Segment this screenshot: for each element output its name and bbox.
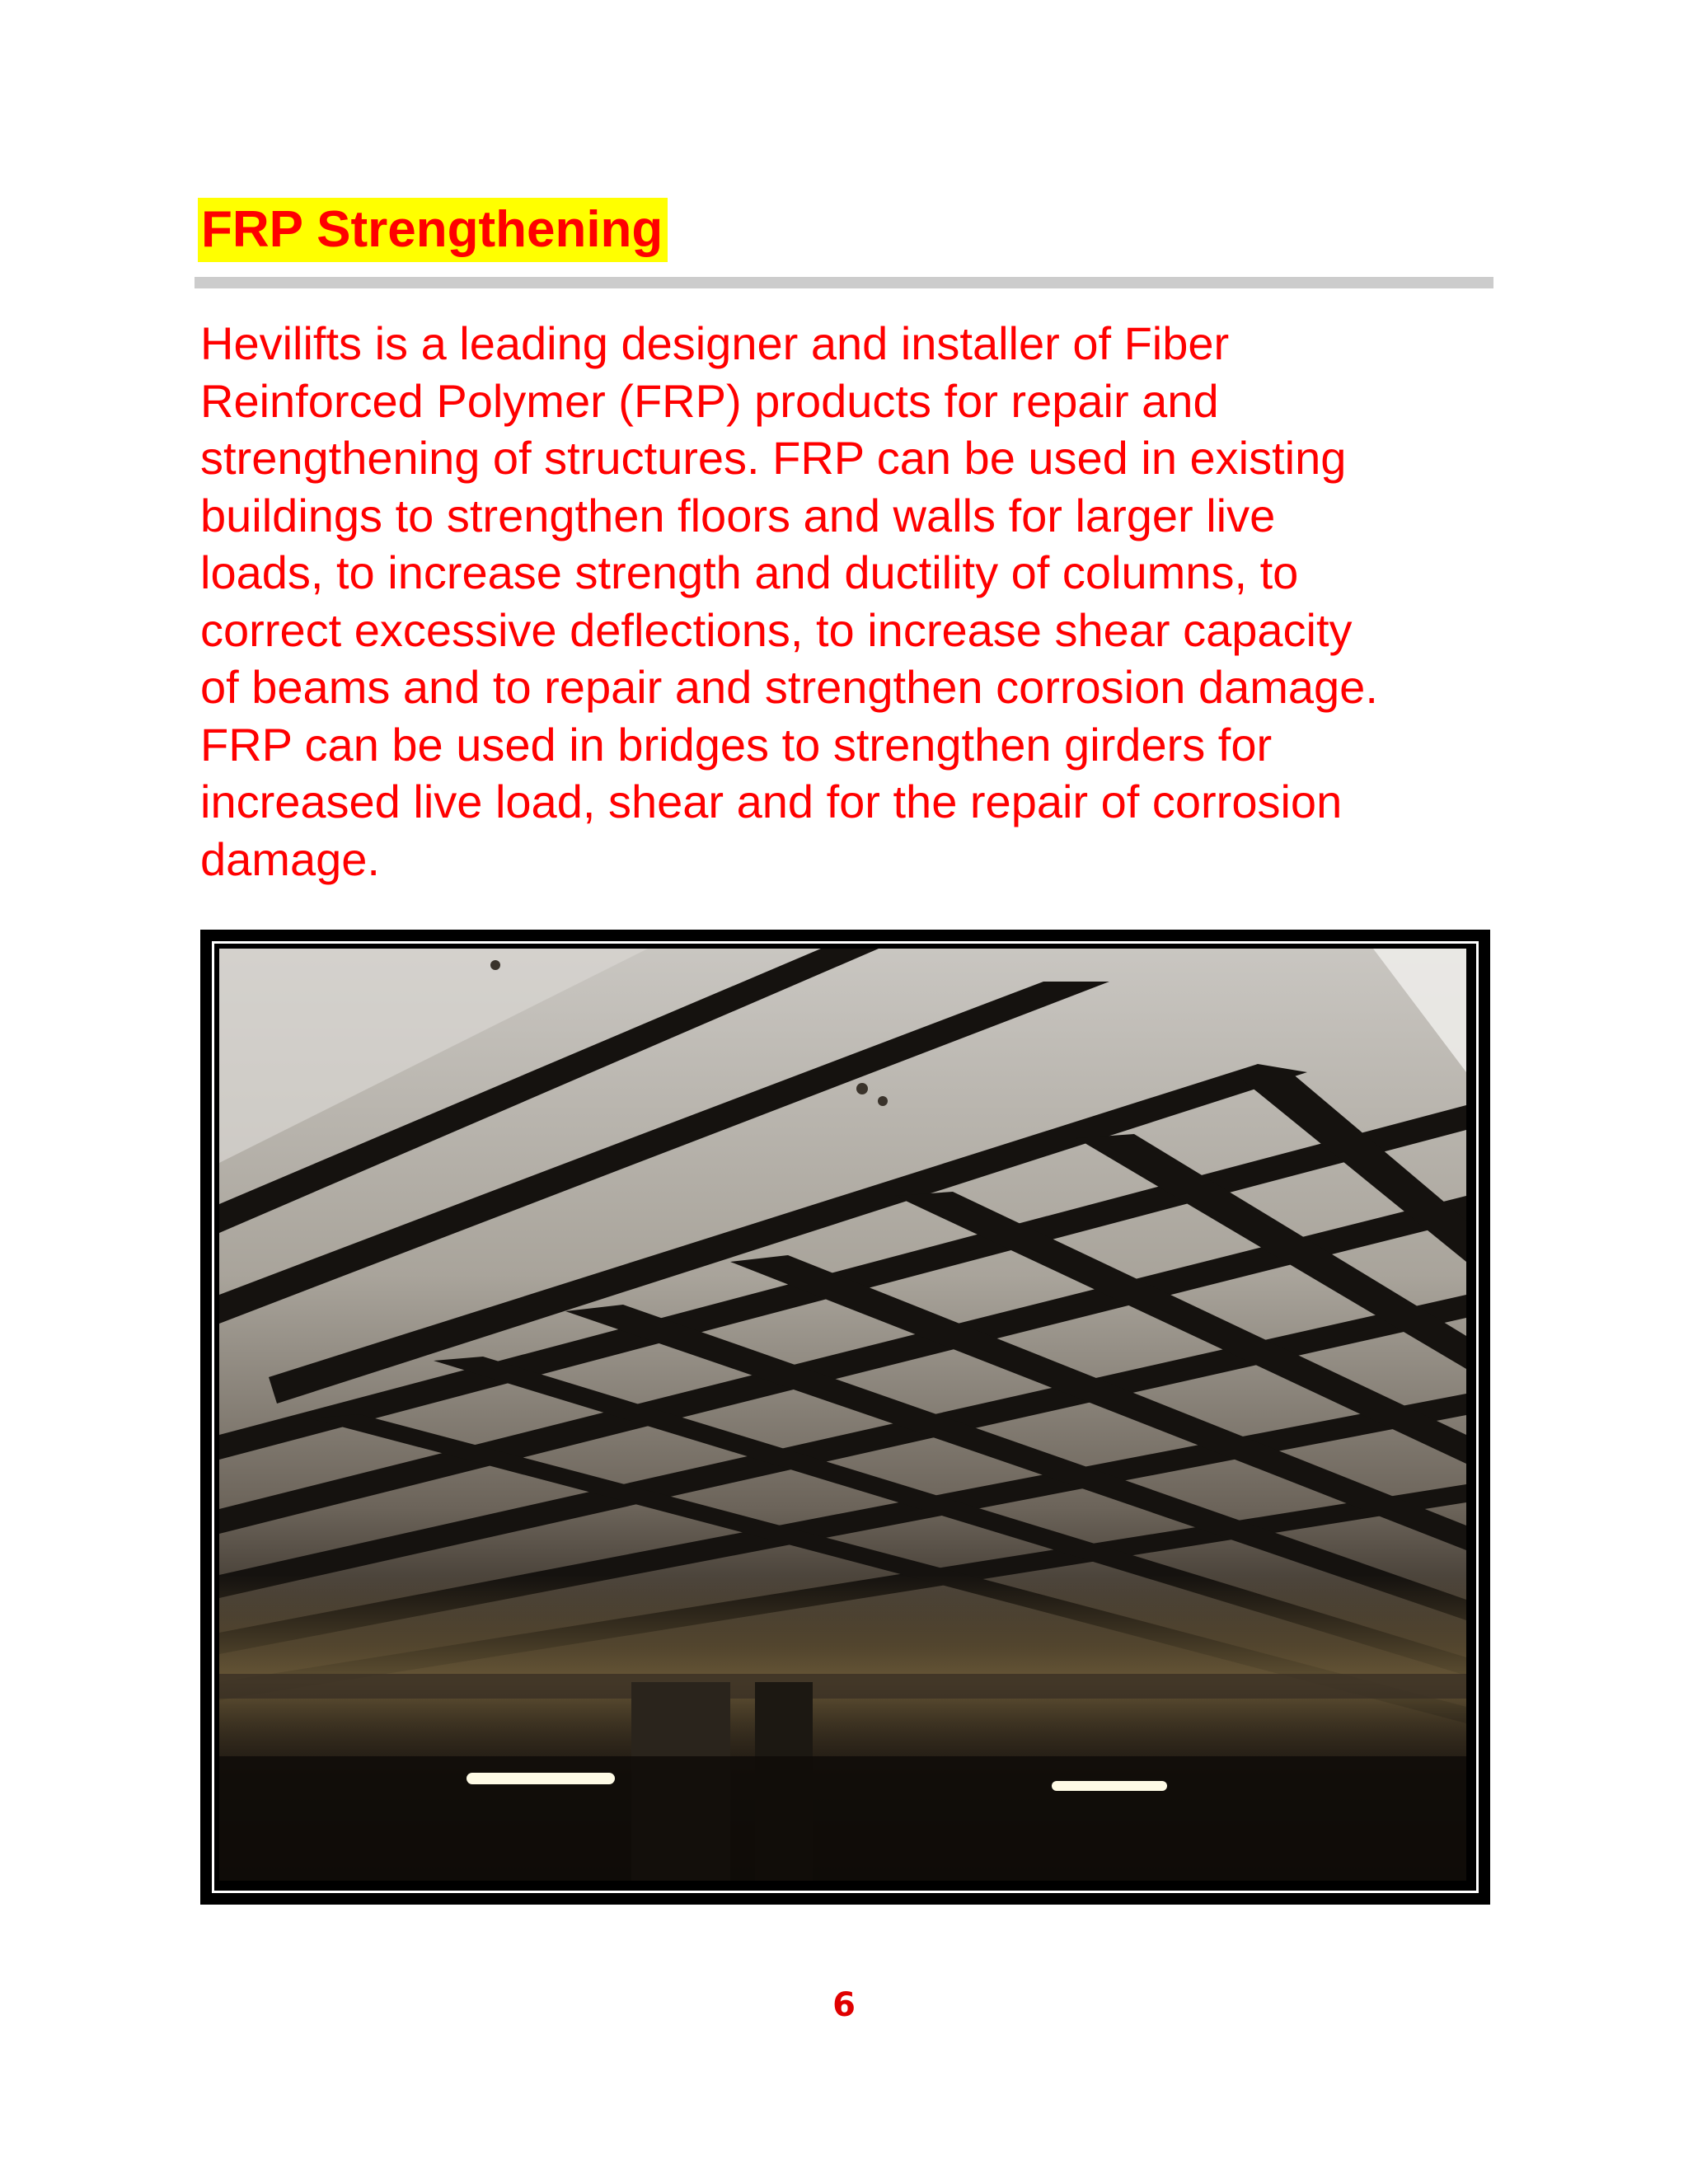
frp-ceiling-photo xyxy=(219,949,1466,1881)
page-number: 6 xyxy=(832,1986,856,2024)
section-heading: FRP Strengthening xyxy=(198,198,668,262)
body-paragraph: Hevilifts is a leading designer and installer of Fiber Reinforced Polymer (FRP) products for repair and strengthening of structures. FRP can be used in existing buildings to strengthen floors and walls for larger live loads, to increase strength and ductility of columns, to correct excessive deflections, to increase shear capacity of beams and to repair and strengthen corrosion damage. FRP can be used in bridges to strengthen girders for increased live load, shear and for the repair of corrosion damage. xyxy=(200,317,1378,885)
heading-divider xyxy=(195,277,1493,288)
photo-frame xyxy=(200,930,1490,1905)
